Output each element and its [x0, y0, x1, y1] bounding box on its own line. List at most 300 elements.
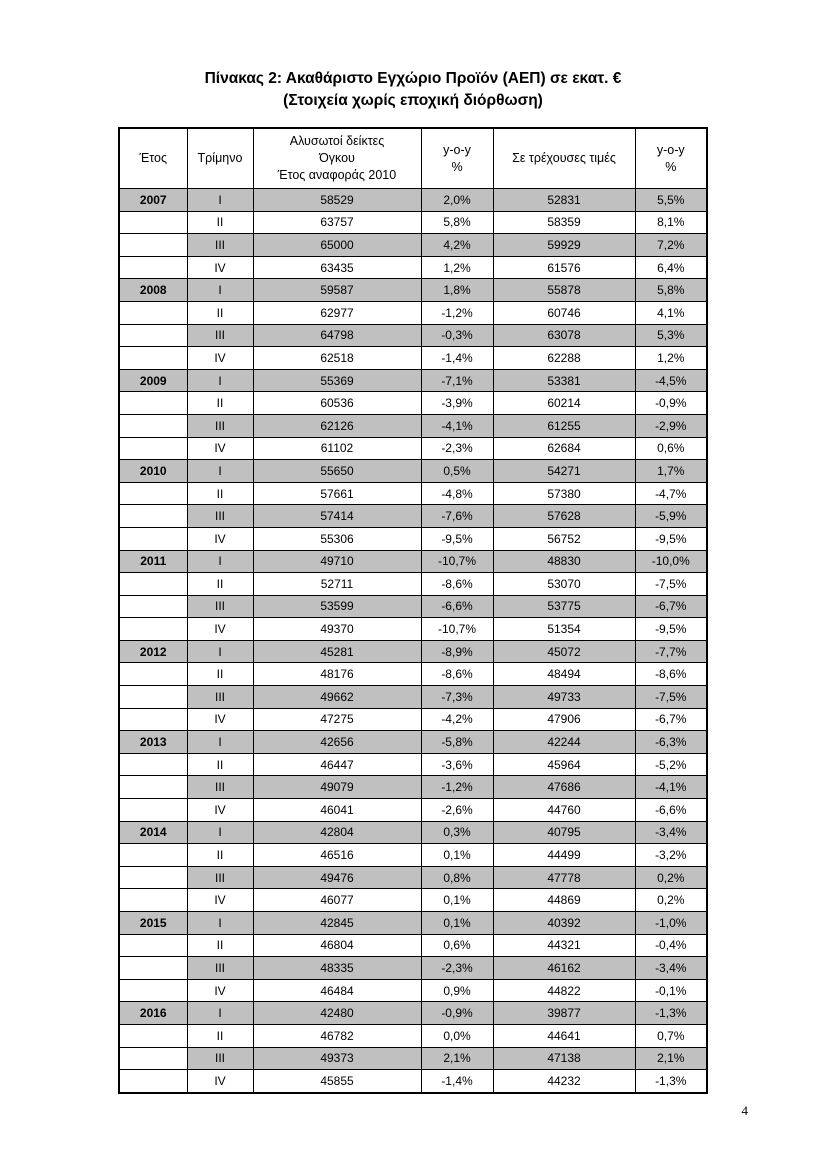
cell-yoy-volume: -10,7%: [421, 550, 493, 573]
cell-current-prices: 45964: [493, 753, 635, 776]
cell-quarter: I: [187, 821, 253, 844]
table-row: [119, 550, 707, 573]
cell-year: [119, 392, 187, 415]
cell-volume: 42804: [253, 821, 421, 844]
cell-yoy-volume: 0,3%: [421, 821, 493, 844]
cell-year: [119, 256, 187, 279]
cell-yoy-current: -9,5%: [635, 618, 707, 641]
header-row: [119, 128, 707, 189]
cell-current-prices: 60214: [493, 392, 635, 415]
cell-quarter: I: [187, 279, 253, 302]
cell-volume: 53599: [253, 595, 421, 618]
cell-quarter: III: [187, 1047, 253, 1070]
table-row: [119, 301, 707, 324]
header-yoy-current-line-2: %: [665, 159, 677, 174]
cell-year: 2012: [119, 640, 187, 663]
table-row: [119, 324, 707, 347]
cell-year: [119, 957, 187, 980]
cell-current-prices: 49733: [493, 686, 635, 709]
cell-quarter: IV: [187, 799, 253, 822]
cell-quarter: III: [187, 505, 253, 528]
cell-current-prices: 55878: [493, 279, 635, 302]
cell-current-prices: 44641: [493, 1024, 635, 1047]
cell-yoy-volume: 0,1%: [421, 912, 493, 935]
cell-yoy-volume: -7,6%: [421, 505, 493, 528]
cell-yoy-volume: -3,6%: [421, 753, 493, 776]
cell-quarter: II: [187, 573, 253, 596]
cell-volume: 64798: [253, 324, 421, 347]
cell-quarter: II: [187, 934, 253, 957]
table-row: [119, 731, 707, 754]
cell-current-prices: 63078: [493, 324, 635, 347]
cell-yoy-current: -10,0%: [635, 550, 707, 573]
header-yoy-current: [635, 128, 707, 189]
cell-year: 2008: [119, 279, 187, 302]
cell-volume: 59587: [253, 279, 421, 302]
cell-quarter: I: [187, 1002, 253, 1025]
cell-yoy-current: -1,0%: [635, 912, 707, 935]
cell-yoy-current: 0,7%: [635, 1024, 707, 1047]
table-row: [119, 979, 707, 1002]
cell-yoy-volume: -9,5%: [421, 527, 493, 550]
cell-volume: 48335: [253, 957, 421, 980]
cell-current-prices: 53070: [493, 573, 635, 596]
cell-quarter: IV: [187, 618, 253, 641]
cell-year: [119, 1047, 187, 1070]
cell-yoy-current: -7,5%: [635, 686, 707, 709]
table-row: [119, 1002, 707, 1025]
cell-yoy-volume: 0,8%: [421, 866, 493, 889]
cell-quarter: III: [187, 866, 253, 889]
cell-yoy-current: 5,5%: [635, 189, 707, 212]
cell-volume: 49373: [253, 1047, 421, 1070]
cell-yoy-volume: 1,8%: [421, 279, 493, 302]
cell-quarter: III: [187, 957, 253, 980]
cell-quarter: II: [187, 211, 253, 234]
cell-year: [119, 934, 187, 957]
cell-year: [119, 618, 187, 641]
cell-volume: 52711: [253, 573, 421, 596]
cell-volume: 47275: [253, 708, 421, 731]
cell-yoy-volume: 0,5%: [421, 460, 493, 483]
cell-volume: 62126: [253, 414, 421, 437]
header-volume-line-1: Αλυσωτοί δείκτες: [289, 134, 385, 148]
table-row: [119, 505, 707, 528]
cell-volume: 49662: [253, 686, 421, 709]
cell-year: [119, 347, 187, 370]
cell-yoy-current: 5,8%: [635, 279, 707, 302]
cell-quarter: II: [187, 753, 253, 776]
cell-year: 2016: [119, 1002, 187, 1025]
table-row: [119, 347, 707, 370]
cell-year: [119, 234, 187, 257]
cell-current-prices: 57628: [493, 505, 635, 528]
cell-yoy-current: -2,9%: [635, 414, 707, 437]
cell-quarter: I: [187, 189, 253, 212]
cell-volume: 63757: [253, 211, 421, 234]
cell-yoy-current: -9,5%: [635, 527, 707, 550]
cell-quarter: II: [187, 1024, 253, 1047]
table-row: [119, 618, 707, 641]
cell-yoy-current: -4,5%: [635, 369, 707, 392]
cell-current-prices: 48494: [493, 663, 635, 686]
cell-quarter: IV: [187, 347, 253, 370]
table-row: [119, 256, 707, 279]
table-row: [119, 234, 707, 257]
table-row: [119, 1070, 707, 1093]
cell-volume: 42845: [253, 912, 421, 935]
cell-quarter: IV: [187, 527, 253, 550]
cell-quarter: III: [187, 324, 253, 347]
table-row: [119, 844, 707, 867]
cell-volume: 45855: [253, 1070, 421, 1093]
cell-quarter: IV: [187, 979, 253, 1002]
header-quarter: Τρίμηνο: [187, 128, 253, 189]
cell-volume: 46484: [253, 979, 421, 1002]
header-yoy-volume: [421, 128, 493, 189]
table-row: [119, 1047, 707, 1070]
cell-current-prices: 58359: [493, 211, 635, 234]
cell-yoy-volume: 0,0%: [421, 1024, 493, 1047]
cell-current-prices: 44499: [493, 844, 635, 867]
title-line-1: Πίνακας 2: Ακαθάριστο Εγχώριο Προϊόν (ΑΕΠ) σε εκατ. €: [204, 70, 622, 87]
cell-year: [119, 979, 187, 1002]
cell-yoy-volume: 4,2%: [421, 234, 493, 257]
table-row: [119, 912, 707, 935]
cell-current-prices: 45072: [493, 640, 635, 663]
cell-year: [119, 414, 187, 437]
table-row: [119, 1024, 707, 1047]
cell-yoy-volume: -4,1%: [421, 414, 493, 437]
cell-yoy-volume: 0,1%: [421, 889, 493, 912]
cell-yoy-current: -1,3%: [635, 1002, 707, 1025]
cell-yoy-volume: -5,8%: [421, 731, 493, 754]
cell-quarter: IV: [187, 437, 253, 460]
cell-current-prices: 53775: [493, 595, 635, 618]
cell-yoy-current: -6,7%: [635, 595, 707, 618]
cell-quarter: III: [187, 686, 253, 709]
cell-volume: 49079: [253, 776, 421, 799]
cell-yoy-volume: 2,1%: [421, 1047, 493, 1070]
cell-volume: 48176: [253, 663, 421, 686]
cell-volume: 62977: [253, 301, 421, 324]
cell-yoy-volume: -3,9%: [421, 392, 493, 415]
cell-yoy-current: -0,1%: [635, 979, 707, 1002]
cell-yoy-current: 8,1%: [635, 211, 707, 234]
cell-volume: 58529: [253, 189, 421, 212]
cell-yoy-current: -0,9%: [635, 392, 707, 415]
cell-volume: 49370: [253, 618, 421, 641]
cell-current-prices: 53381: [493, 369, 635, 392]
cell-yoy-current: 5,3%: [635, 324, 707, 347]
table-row: [119, 369, 707, 392]
table-row: [119, 460, 707, 483]
table-row: [119, 189, 707, 212]
cell-quarter: IV: [187, 1070, 253, 1093]
cell-year: [119, 573, 187, 596]
cell-year: [119, 211, 187, 234]
cell-volume: 63435: [253, 256, 421, 279]
cell-volume: 62518: [253, 347, 421, 370]
cell-volume: 42480: [253, 1002, 421, 1025]
cell-volume: 42656: [253, 731, 421, 754]
cell-volume: 57661: [253, 482, 421, 505]
cell-yoy-volume: -6,6%: [421, 595, 493, 618]
cell-year: [119, 799, 187, 822]
cell-quarter: II: [187, 392, 253, 415]
cell-quarter: II: [187, 663, 253, 686]
cell-yoy-current: 0,2%: [635, 866, 707, 889]
cell-quarter: I: [187, 912, 253, 935]
cell-yoy-volume: -2,3%: [421, 437, 493, 460]
cell-quarter: II: [187, 301, 253, 324]
cell-yoy-current: -7,7%: [635, 640, 707, 663]
cell-yoy-current: -3,2%: [635, 844, 707, 867]
cell-current-prices: 47138: [493, 1047, 635, 1070]
cell-year: [119, 595, 187, 618]
cell-yoy-volume: -1,2%: [421, 776, 493, 799]
cell-quarter: IV: [187, 256, 253, 279]
cell-yoy-current: 0,6%: [635, 437, 707, 460]
cell-yoy-volume: 5,8%: [421, 211, 493, 234]
cell-volume: 46804: [253, 934, 421, 957]
cell-current-prices: 46162: [493, 957, 635, 980]
cell-year: [119, 889, 187, 912]
cell-yoy-current: -8,6%: [635, 663, 707, 686]
cell-yoy-volume: 0,1%: [421, 844, 493, 867]
cell-yoy-current: -6,3%: [635, 731, 707, 754]
cell-year: 2009: [119, 369, 187, 392]
cell-yoy-current: -5,2%: [635, 753, 707, 776]
cell-yoy-volume: -10,7%: [421, 618, 493, 641]
cell-current-prices: 59929: [493, 234, 635, 257]
cell-year: [119, 776, 187, 799]
cell-volume: 55650: [253, 460, 421, 483]
cell-yoy-current: -6,7%: [635, 708, 707, 731]
cell-yoy-volume: 0,9%: [421, 979, 493, 1002]
cell-volume: 49476: [253, 866, 421, 889]
cell-quarter: II: [187, 482, 253, 505]
cell-current-prices: 44822: [493, 979, 635, 1002]
table-row: [119, 889, 707, 912]
cell-yoy-volume: 2,0%: [421, 189, 493, 212]
cell-year: 2007: [119, 189, 187, 212]
table-row: [119, 686, 707, 709]
cell-year: 2014: [119, 821, 187, 844]
table-row: [119, 573, 707, 596]
cell-current-prices: 57380: [493, 482, 635, 505]
cell-year: [119, 482, 187, 505]
header-volume-line-3: Έτος αναφοράς 2010: [277, 168, 397, 182]
cell-year: 2015: [119, 912, 187, 935]
cell-year: [119, 708, 187, 731]
cell-yoy-volume: -8,9%: [421, 640, 493, 663]
cell-year: 2013: [119, 731, 187, 754]
cell-yoy-current: 6,4%: [635, 256, 707, 279]
cell-yoy-volume: -7,1%: [421, 369, 493, 392]
cell-quarter: II: [187, 844, 253, 867]
cell-current-prices: 48830: [493, 550, 635, 573]
cell-current-prices: 44760: [493, 799, 635, 822]
cell-yoy-current: 1,2%: [635, 347, 707, 370]
cell-yoy-current: 1,7%: [635, 460, 707, 483]
cell-yoy-current: -3,4%: [635, 957, 707, 980]
table-row: [119, 211, 707, 234]
cell-yoy-volume: -1,4%: [421, 347, 493, 370]
cell-volume: 61102: [253, 437, 421, 460]
cell-yoy-volume: -1,4%: [421, 1070, 493, 1093]
cell-yoy-volume: 0,6%: [421, 934, 493, 957]
cell-current-prices: 39877: [493, 1002, 635, 1025]
cell-year: [119, 301, 187, 324]
table-row: [119, 957, 707, 980]
cell-year: [119, 437, 187, 460]
header-yoy-current-line-1: y-o-y: [656, 142, 685, 157]
cell-current-prices: 62288: [493, 347, 635, 370]
gdp-table-wrapper: [118, 127, 708, 1094]
cell-yoy-volume: -4,2%: [421, 708, 493, 731]
cell-year: [119, 866, 187, 889]
header-year: Έτος: [119, 128, 187, 189]
cell-current-prices: 47686: [493, 776, 635, 799]
cell-yoy-volume: -0,9%: [421, 1002, 493, 1025]
cell-quarter: IV: [187, 889, 253, 912]
cell-yoy-current: -0,4%: [635, 934, 707, 957]
cell-volume: 46041: [253, 799, 421, 822]
cell-yoy-current: 7,2%: [635, 234, 707, 257]
table-row: [119, 934, 707, 957]
table-row: [119, 821, 707, 844]
table-body: [119, 189, 707, 1093]
cell-year: [119, 527, 187, 550]
cell-yoy-volume: -7,3%: [421, 686, 493, 709]
cell-year: [119, 505, 187, 528]
cell-yoy-current: 2,1%: [635, 1047, 707, 1070]
cell-yoy-current: -3,4%: [635, 821, 707, 844]
table-row: [119, 799, 707, 822]
cell-current-prices: 62684: [493, 437, 635, 460]
table-row: [119, 527, 707, 550]
cell-quarter: I: [187, 550, 253, 573]
cell-year: 2011: [119, 550, 187, 573]
cell-current-prices: 56752: [493, 527, 635, 550]
cell-current-prices: 61576: [493, 256, 635, 279]
cell-yoy-current: -1,3%: [635, 1070, 707, 1093]
table-row: [119, 663, 707, 686]
cell-yoy-current: -5,9%: [635, 505, 707, 528]
cell-year: [119, 753, 187, 776]
cell-year: [119, 1024, 187, 1047]
cell-volume: 55369: [253, 369, 421, 392]
gdp-table: [118, 127, 708, 1094]
cell-volume: 46447: [253, 753, 421, 776]
cell-current-prices: 42244: [493, 731, 635, 754]
cell-volume: 46077: [253, 889, 421, 912]
header-yoy-volume-line-1: y-o-y: [443, 142, 471, 157]
title-line-2: (Στοιχεία χωρίς εποχική διόρθωση): [283, 92, 543, 109]
table-row: [119, 776, 707, 799]
cell-quarter: I: [187, 369, 253, 392]
cell-yoy-current: -4,1%: [635, 776, 707, 799]
cell-yoy-current: 4,1%: [635, 301, 707, 324]
cell-volume: 57414: [253, 505, 421, 528]
cell-current-prices: 40795: [493, 821, 635, 844]
cell-yoy-volume: -1,2%: [421, 301, 493, 324]
header-current-prices: Σε τρέχουσες τιμές: [493, 128, 635, 189]
table-row: [119, 708, 707, 731]
table-row: [119, 753, 707, 776]
cell-volume: 65000: [253, 234, 421, 257]
cell-volume: 45281: [253, 640, 421, 663]
cell-volume: 60536: [253, 392, 421, 415]
cell-year: [119, 1070, 187, 1093]
cell-quarter: III: [187, 595, 253, 618]
cell-current-prices: 47778: [493, 866, 635, 889]
cell-yoy-volume: -0,3%: [421, 324, 493, 347]
table-title: [0, 68, 826, 112]
cell-quarter: III: [187, 776, 253, 799]
header-yoy-volume-line-2: %: [451, 159, 463, 174]
cell-yoy-volume: -4,8%: [421, 482, 493, 505]
table-row: [119, 866, 707, 889]
cell-volume: 49710: [253, 550, 421, 573]
cell-quarter: III: [187, 414, 253, 437]
table-row: [119, 595, 707, 618]
header-volume-line-2: Όγκου: [319, 151, 355, 165]
cell-current-prices: 44869: [493, 889, 635, 912]
cell-current-prices: 54271: [493, 460, 635, 483]
cell-current-prices: 44232: [493, 1070, 635, 1093]
cell-yoy-current: -6,6%: [635, 799, 707, 822]
cell-yoy-current: 0,2%: [635, 889, 707, 912]
cell-yoy-current: -4,7%: [635, 482, 707, 505]
cell-volume: 46782: [253, 1024, 421, 1047]
cell-volume: 46516: [253, 844, 421, 867]
cell-quarter: I: [187, 640, 253, 663]
table-row: [119, 437, 707, 460]
page-number: 4: [741, 1103, 748, 1118]
cell-yoy-volume: -2,6%: [421, 799, 493, 822]
cell-current-prices: 60746: [493, 301, 635, 324]
cell-yoy-volume: -8,6%: [421, 573, 493, 596]
cell-year: [119, 844, 187, 867]
cell-yoy-volume: -8,6%: [421, 663, 493, 686]
cell-yoy-volume: 1,2%: [421, 256, 493, 279]
table-row: [119, 482, 707, 505]
table-row: [119, 414, 707, 437]
cell-current-prices: 51354: [493, 618, 635, 641]
cell-current-prices: 52831: [493, 189, 635, 212]
cell-current-prices: 47906: [493, 708, 635, 731]
header-volume: [253, 128, 421, 189]
cell-quarter: III: [187, 234, 253, 257]
cell-current-prices: 61255: [493, 414, 635, 437]
cell-yoy-volume: -2,3%: [421, 957, 493, 980]
table-row: [119, 279, 707, 302]
table-row: [119, 392, 707, 415]
cell-year: 2010: [119, 460, 187, 483]
table-row: [119, 640, 707, 663]
cell-volume: 55306: [253, 527, 421, 550]
cell-quarter: IV: [187, 708, 253, 731]
cell-current-prices: 40392: [493, 912, 635, 935]
cell-current-prices: 44321: [493, 934, 635, 957]
cell-quarter: I: [187, 460, 253, 483]
cell-year: [119, 324, 187, 347]
cell-year: [119, 663, 187, 686]
cell-yoy-current: -7,5%: [635, 573, 707, 596]
cell-quarter: I: [187, 731, 253, 754]
